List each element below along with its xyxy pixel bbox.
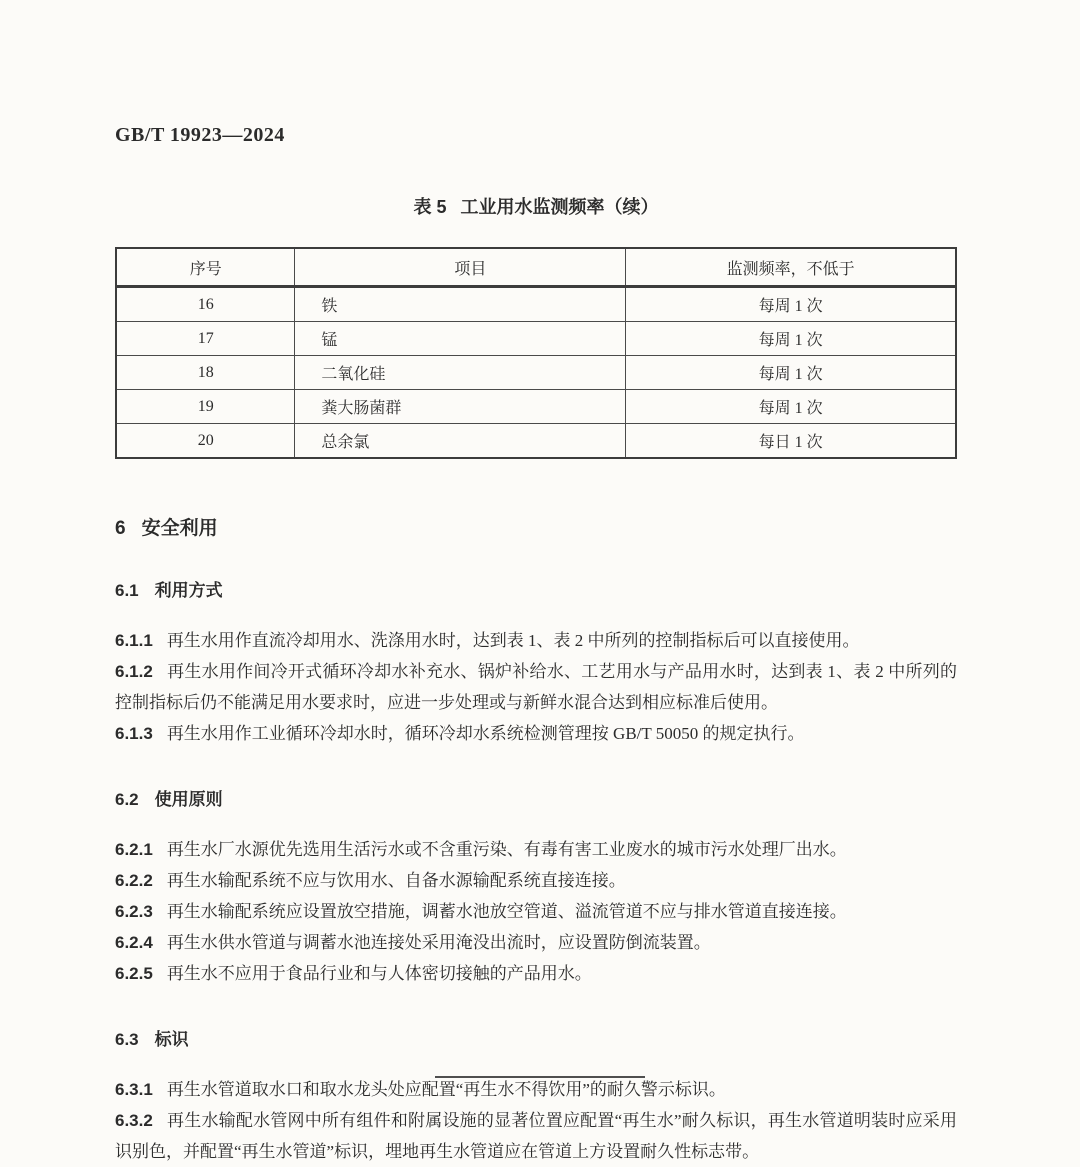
- clause-text: 再生水用作间冷开式循环冷却水补充水、锅炉补给水、工艺用水与产品用水时，达到表 1、表 2 中所列的控制指标后仍不能满足用水要求时，应进一步处理或与新鲜水混合达到相应标准后使用。: [115, 662, 957, 712]
- clause-text: 再生水输配系统不应与饮用水、自备水源输配系统直接连接。: [166, 871, 626, 890]
- page-end-divider: [435, 1076, 645, 1078]
- cell-item: 锰: [295, 322, 626, 356]
- cell-item: 总余氯: [295, 424, 626, 459]
- clause-6-3-2: [115, 1105, 957, 1167]
- table-caption-text: 工业用水监测频率（续）: [460, 197, 659, 217]
- section-heading-6-2: [115, 785, 957, 810]
- section-title: 使用原则: [154, 790, 223, 809]
- clause-number: 6.2.3: [115, 902, 153, 921]
- cell-no: 16: [116, 287, 295, 322]
- clause-6-2-3: [115, 896, 957, 927]
- clause-6-2-2: [115, 865, 957, 896]
- section-number: 6.1: [115, 581, 139, 600]
- cell-no: 20: [116, 424, 295, 459]
- clause-number: 6.2.2: [115, 871, 153, 890]
- table-caption: [115, 193, 957, 219]
- cell-item: 粪大肠菌群: [295, 390, 626, 424]
- monitoring-frequency-table: [115, 247, 957, 459]
- clause-text: 再生水不应用于食品行业和与人体密切接触的产品用水。: [166, 964, 592, 983]
- clause-number: 6.2.4: [115, 933, 153, 952]
- table-row: [116, 390, 956, 424]
- clause-number: 6.1.2: [115, 662, 153, 681]
- clause-number: 6.3.2: [115, 1111, 153, 1130]
- clause-6-2-5: [115, 958, 957, 989]
- cell-no: 18: [116, 356, 295, 390]
- clause-text: 再生水厂水源优先选用生活污水或不含重污染、有毒有害工业废水的城市污水处理厂出水。: [166, 840, 847, 859]
- section-number: 6.2: [115, 790, 139, 809]
- table-row: [116, 424, 956, 459]
- section-number: 6.3: [115, 1030, 139, 1049]
- section-title: 利用方式: [154, 581, 223, 600]
- clause-number: 6.1.3: [115, 724, 153, 743]
- cell-no: 19: [116, 390, 295, 424]
- section-title: 标识: [154, 1030, 189, 1049]
- clause-number: 6.1.1: [115, 631, 153, 650]
- table-row: [116, 356, 956, 390]
- section-heading-6-3: [115, 1025, 957, 1050]
- clause-6-2-4: [115, 927, 957, 958]
- table-row: [116, 287, 956, 322]
- clause-number: 6.3.1: [115, 1080, 153, 1099]
- clause-6-1-2: [115, 656, 957, 718]
- chapter-heading: [115, 513, 957, 540]
- cell-item: 铁: [295, 287, 626, 322]
- clause-6-3-1: [115, 1074, 957, 1105]
- clause-6-2-1: [115, 834, 957, 865]
- column-header-freq: 监测频率，不低于: [626, 248, 956, 287]
- clause-number: 6.2.1: [115, 840, 153, 859]
- clause-text: 再生水输配系统应设置放空措施，调蓄水池放空管道、溢流管道不应与排水管道直接连接。: [166, 902, 847, 921]
- cell-freq: 每周 1 次: [626, 287, 956, 322]
- chapter-number: 6: [115, 518, 126, 539]
- cell-no: 17: [116, 322, 295, 356]
- clause-6-1-1: [115, 625, 957, 656]
- column-header-item: 项目: [295, 248, 626, 287]
- column-header-no: 序号: [116, 248, 295, 287]
- chapter-title: 安全利用: [141, 518, 218, 539]
- clause-text: 再生水供水管道与调蓄水池连接处采用淹没出流时，应设置防倒流装置。: [166, 933, 711, 952]
- clause-text: 再生水输配水管网中所有组件和附属设施的显著位置应配置“再生水”耐久标识，再生水管道明装时应采用识别色，并配置“再生水管道”标识，埋地再生水管道应在管道上方设置耐久性标志带。: [115, 1111, 957, 1161]
- table-row: [116, 322, 956, 356]
- table-header-row: [116, 248, 956, 287]
- clause-text: 再生水用作工业循环冷却水时，循环冷却水系统检测管理按 GB/T 50050 的规定执行。: [166, 724, 805, 743]
- clause-text: 再生水管道取水口和取水龙头处应配置“再生水不得饮用”的耐久警示标识。: [166, 1080, 726, 1099]
- table-caption-number: 表 5: [413, 197, 447, 217]
- clause-number: 6.2.5: [115, 964, 153, 983]
- cell-item: 二氧化硅: [295, 356, 626, 390]
- section-heading-6-1: [115, 576, 957, 601]
- cell-freq: 每周 1 次: [626, 322, 956, 356]
- standard-number: GB/T 19923—2024: [115, 124, 285, 146]
- clause-6-1-3: [115, 718, 957, 749]
- cell-freq: 每周 1 次: [626, 356, 956, 390]
- clause-text: 再生水用作直流冷却用水、洗涤用水时，达到表 1、表 2 中所列的控制指标后可以直接使用。: [166, 631, 860, 650]
- cell-freq: 每日 1 次: [626, 424, 956, 459]
- cell-freq: 每周 1 次: [626, 390, 956, 424]
